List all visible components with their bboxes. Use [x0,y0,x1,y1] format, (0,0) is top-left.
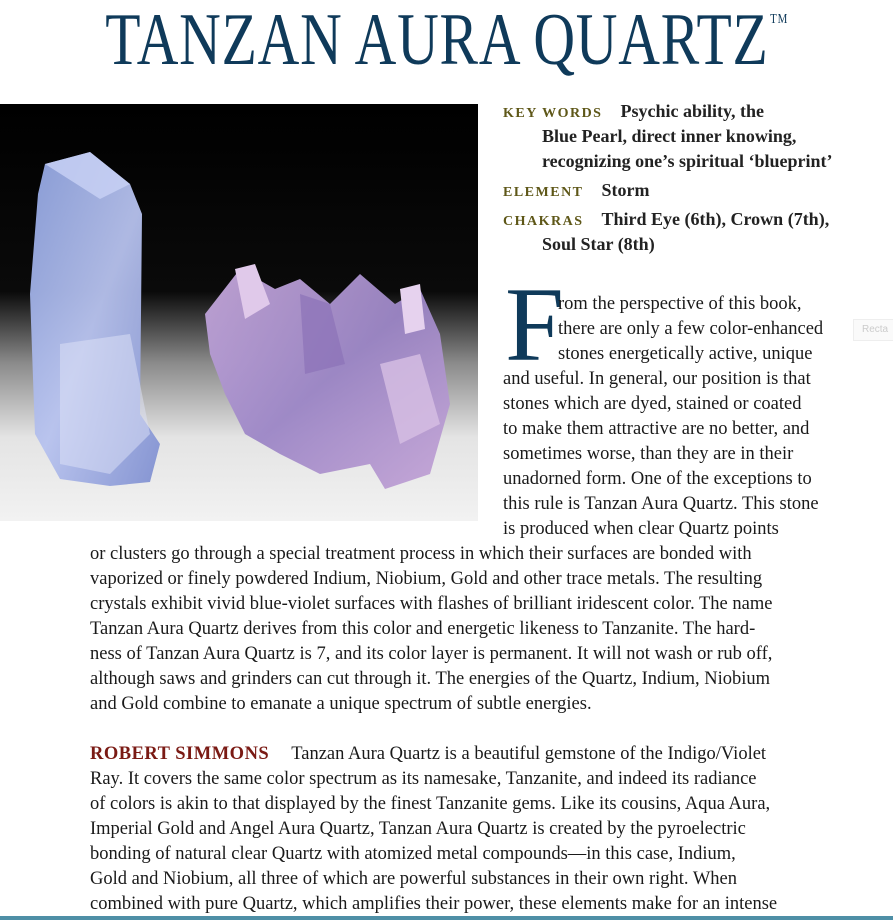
line-text: bonding of natural clear Quartz with atomized metal compounds—in this case, Indium, [90,844,736,864]
line-text: Imperial Gold and Angel Aura Quartz, Tanzan Aura Quartz is created by the pyroelectric [90,819,746,839]
bottom-rule [0,916,893,920]
line-text: ness of Tanzan Aura Quartz is 7, and its color layer is permanent. It will not wash or rub off, [90,644,773,664]
key-words-line: Blue Pearl, direct inner knowing, [542,126,797,146]
body-line-last [90,692,853,716]
line-text: combined with pure Quartz, which amplifies their power, these elements make for an intense [90,894,778,914]
chakras-label: CHAKRAS [503,214,584,229]
tooltip: Recta [853,319,893,341]
simmons-line [90,842,853,866]
body-line [90,592,853,616]
body-line [90,567,853,591]
body-line [503,392,853,416]
line-text: Tanzan Aura Quartz derives from this color and energetic likeness to Tanzanite. The hard- [90,619,756,639]
key-words-label: KEY WORDS [503,106,603,121]
body-line [90,542,853,566]
line-text: sometimes worse, than they are in their [503,444,794,464]
chakras-line: Soul Star (8th) [542,234,655,254]
line-text: unadorned form. One of the exceptions to [503,469,812,489]
line-text: or clusters go through a special treatment process in which their surfaces are bonded with [90,544,752,564]
line-text: this rule is Tanzan Aura Quartz. This stone [503,494,819,514]
key-words-value: Psychic ability, the [620,101,764,121]
crystal-photo [0,104,478,521]
line-text: although saws and grinders can cut through it. The energies of the Quartz, Indium, Niobium [90,669,771,689]
line-text: there are only a few color-enhanced [558,319,824,339]
line-text: and useful. In general, our position is that [503,369,811,389]
trademark: TM [769,12,788,27]
simmons-line [90,792,853,816]
line-text: rom the perspective of this book, [558,294,802,314]
drop-cap: F [505,266,564,383]
body-line [503,517,853,541]
body-line [503,492,853,516]
body-line [558,342,853,366]
line-text: stones which are dyed, stained or coated [503,394,802,414]
author-name: ROBERT SIMMONS [90,744,270,764]
simmons-line [90,867,853,891]
body-line [558,317,853,341]
key-words-row [503,101,764,122]
line-text: of colors is akin to that displayed by the finest Tanzanite gems. Like its cousins, Aqua Aura, [90,794,771,814]
body-line [503,367,853,391]
body-line [90,617,853,641]
body-line [558,292,853,316]
line-text: Tanzan Aura Quartz is a beautiful gemstone of the Indigo/Violet [291,744,767,764]
simmons-line [90,767,853,791]
line-text: vaporized or finely powdered Indium, Niobium, Gold and other trace metals. The resulting [90,569,763,589]
simmons-line [90,817,853,841]
element-value: Storm [601,180,650,200]
body-line [503,467,853,491]
body-line [503,417,853,441]
body-line [90,667,853,691]
line-text: is produced when clear Quartz points [503,519,779,539]
chakras-row [503,209,829,230]
body-line [503,442,853,466]
line-text: crystals exhibit vivid blue-violet surfaces with flashes of brilliant iridescent color. The name [90,594,773,614]
body-line [90,642,853,666]
chakras-value: Third Eye (6th), Crown (7th), [601,209,830,229]
title-text: TANZAN AURA QUARTZ [105,0,769,81]
line-text: stones energetically active, unique [558,344,813,364]
page-title [0,0,893,83]
simmons-first-line [90,742,853,766]
element-label: ELEMENT [503,185,584,200]
line-text: Ray. It covers the same color spectrum as its namesake, Tanzanite, and indeed its radiance [90,769,757,789]
key-words-line: recognizing one’s spiritual ‘blueprint’ [542,151,833,171]
line-text: Gold and Niobium, all three of which are powerful substances in their own right. When [90,869,737,889]
element-row [503,180,650,201]
simmons-line [90,892,853,916]
line-text: and Gold combine to emanate a unique spectrum of subtle energies. [90,694,592,714]
line-text: to make them attractive are no better, and [503,419,810,439]
